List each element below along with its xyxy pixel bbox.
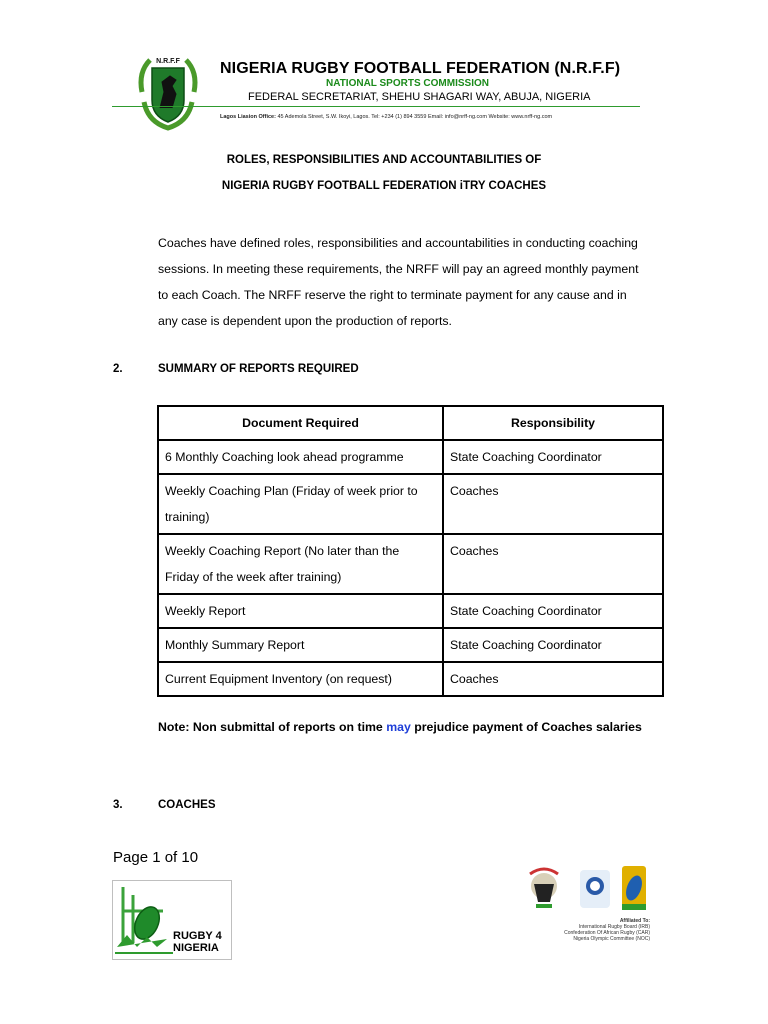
affiliation-logos [522,866,652,916]
cell-document: Weekly Coaching Plan (Friday of week prior to training) [158,474,443,534]
rugby4nigeria-text [173,930,222,954]
affiliation-item: Confederation Of African Rugby (CAR) [564,930,650,936]
lagos-office-details: 45 Ademola Street, S.W. Ikoyi, Lagos. Tel: +234 (1) 894 3559 Email: info@nrff-ng.com Website: www.nrff-ng.com [277,114,553,120]
table-row [158,662,663,696]
intro-line: Coaches have defined roles, responsibilities and accountabilities in conducting coaching [158,236,638,250]
lagos-office-label: Lagos Liasion Office: [220,114,276,120]
cell-responsibility: Coaches [443,474,663,534]
intro-line: sessions. In meeting these requirements, the NRFF will pay an agreed monthly payment [158,262,639,276]
federation-address: FEDERAL SECRETARIAT, SHEHU SHAGARI WAY, ABUJA, NIGERIA [248,91,591,103]
affiliations-text [522,918,650,942]
lagos-office-line [220,114,552,120]
cell-document: Weekly Report [158,594,443,628]
commission-subtitle: NATIONAL SPORTS COMMISSION [326,78,489,89]
cell-document: Monthly Summary Report [158,628,443,662]
cell-responsibility: State Coaching Coordinator [443,628,663,662]
header-responsibility: Responsibility [443,406,663,440]
table-row [158,440,663,474]
table-row [158,534,663,594]
section-2-number: 2. [113,363,123,375]
section-2-title: SUMMARY OF REPORTS REQUIRED [158,363,359,375]
note-text-start: Note: Non submittal of reports on time [158,720,387,734]
salary-note [158,720,642,734]
affiliations-block [522,866,652,960]
reports-table [157,405,664,697]
intro-line: to each Coach. The NRFF reserve the right to terminate payment for any cause and in [158,288,627,302]
table-row [158,474,663,534]
section-3-number: 3. [113,799,123,811]
intro-line: any case is dependent upon the production of reports. [158,314,452,328]
affiliated-heading: Affiliated To: [619,918,650,924]
intro-paragraph [158,230,668,334]
table-row [158,594,663,628]
logo-line2: NIGERIA [173,942,219,954]
section-3-title: COACHES [158,799,216,811]
cell-document: Current Equipment Inventory (on request) [158,662,443,696]
svg-text:N.R.F.F: N.R.F.F [156,58,180,65]
cell-document: Weekly Coaching Report (No later than the Friday of the week after training) [158,534,443,594]
cell-responsibility: Coaches [443,662,663,696]
nrff-crest-logo [132,52,204,132]
note-highlight-word: may [386,720,411,734]
document-heading-line2: NIGERIA RUGBY FOOTBALL FEDERATION iTRY COACHES [221,180,547,192]
cell-document: 6 Monthly Coaching look ahead programme [158,440,443,474]
irb-logo-icon [580,870,610,908]
car-logo-icon [622,866,646,910]
letterhead [112,46,640,134]
table-header-row [158,406,663,440]
federation-title: NIGERIA RUGBY FOOTBALL FEDERATION (N.R.F.F) [220,60,621,77]
logo-line1: RUGBY 4 [173,930,222,942]
page-number: Page 1 of 10 [113,849,199,866]
note-text-end: prejudice payment of Coaches salaries [410,720,642,734]
affiliation-item: International Rugby Board (IRB) [578,924,650,930]
nigeria-coat-of-arms-icon [530,869,558,906]
table-row [158,628,663,662]
cell-responsibility: Coaches [443,534,663,594]
affiliation-item: Nigeria Olympic Committee (NOC) [573,936,650,942]
cell-responsibility: State Coaching Coordinator [443,440,663,474]
letterhead-divider [112,106,640,107]
cell-responsibility: State Coaching Coordinator [443,594,663,628]
header-document-required: Document Required [158,406,443,440]
document-heading-line1: ROLES, RESPONSIBILITIES AND ACCOUNTABILITIES OF [226,154,542,166]
rugby4nigeria-logo [112,880,232,960]
